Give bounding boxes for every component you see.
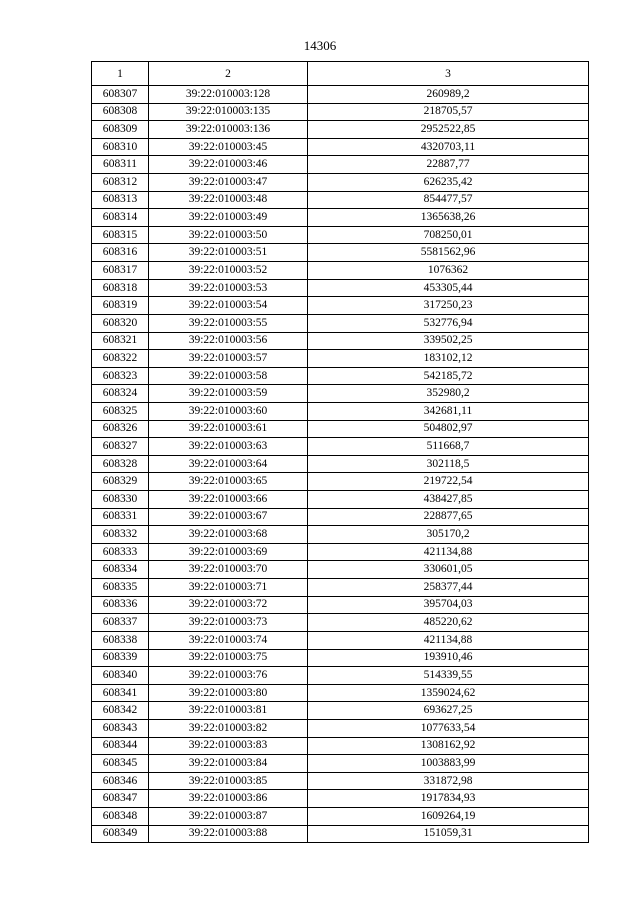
- table-row: [92, 667, 589, 685]
- cadastral-number-cell: 39:22:010003:70: [149, 561, 308, 579]
- value-cell: 183102,12: [308, 350, 589, 368]
- record-number-cell: 608347: [92, 790, 149, 808]
- record-number-cell: 608335: [92, 579, 149, 597]
- cadastral-number-cell: 39:22:010003:57: [149, 350, 308, 368]
- cadastral-number-cell: 39:22:010003:60: [149, 402, 308, 420]
- table-row: [92, 103, 589, 121]
- value-cell: 1609264,19: [308, 807, 589, 825]
- record-number-cell: 608348: [92, 807, 149, 825]
- record-number-cell: 608337: [92, 614, 149, 632]
- record-number-cell: 608313: [92, 191, 149, 209]
- value-cell: 317250,23: [308, 297, 589, 315]
- table-row: [92, 279, 589, 297]
- value-cell: 438427,85: [308, 491, 589, 509]
- record-number-cell: 608318: [92, 279, 149, 297]
- cadastral-number-cell: 39:22:010003:50: [149, 226, 308, 244]
- record-number-cell: 608332: [92, 526, 149, 544]
- cadastral-number-cell: 39:22:010003:84: [149, 755, 308, 773]
- table-row: [92, 402, 589, 420]
- table-row: [92, 614, 589, 632]
- value-cell: 1076362: [308, 262, 589, 280]
- value-cell: 421134,88: [308, 543, 589, 561]
- cadastral-number-cell: 39:22:010003:86: [149, 790, 308, 808]
- table-row: [92, 649, 589, 667]
- table-row: [92, 684, 589, 702]
- record-number-cell: 608314: [92, 209, 149, 227]
- record-number-cell: 608336: [92, 596, 149, 614]
- cadastral-number-cell: 39:22:010003:48: [149, 191, 308, 209]
- table-row: [92, 772, 589, 790]
- value-cell: 258377,44: [308, 579, 589, 597]
- table-row: [92, 737, 589, 755]
- value-cell: 331872,98: [308, 772, 589, 790]
- value-cell: 218705,57: [308, 103, 589, 121]
- record-number-cell: 608307: [92, 86, 149, 104]
- record-number-cell: 608311: [92, 156, 149, 174]
- header-row: [92, 62, 589, 86]
- cadastral-number-cell: 39:22:010003:61: [149, 420, 308, 438]
- record-number-cell: 608329: [92, 473, 149, 491]
- value-cell: 542185,72: [308, 367, 589, 385]
- cadastral-number-cell: 39:22:010003:67: [149, 508, 308, 526]
- table-row: [92, 350, 589, 368]
- cadastral-number-cell: 39:22:010003:80: [149, 684, 308, 702]
- cadastral-number-cell: 39:22:010003:47: [149, 174, 308, 192]
- record-number-cell: 608326: [92, 420, 149, 438]
- table-row: [92, 491, 589, 509]
- table-header: [92, 62, 589, 86]
- table-row: [92, 631, 589, 649]
- cadastral-number-cell: 39:22:010003:58: [149, 367, 308, 385]
- value-cell: 421134,88: [308, 631, 589, 649]
- table-row: [92, 719, 589, 737]
- table-row: [92, 262, 589, 280]
- record-number-cell: 608333: [92, 543, 149, 561]
- value-cell: 1308162,92: [308, 737, 589, 755]
- record-number-cell: 608327: [92, 438, 149, 456]
- cadastral-number-cell: 39:22:010003:59: [149, 385, 308, 403]
- record-number-cell: 608325: [92, 402, 149, 420]
- cadastral-number-cell: 39:22:010003:88: [149, 825, 308, 843]
- value-cell: 708250,01: [308, 226, 589, 244]
- value-cell: 260989,2: [308, 86, 589, 104]
- cadastral-number-cell: 39:22:010003:52: [149, 262, 308, 280]
- cadastral-number-cell: 39:22:010003:55: [149, 314, 308, 332]
- value-cell: 342681,11: [308, 402, 589, 420]
- cadastral-number-cell: 39:22:010003:72: [149, 596, 308, 614]
- value-cell: 4320703,11: [308, 138, 589, 156]
- table-row: [92, 367, 589, 385]
- table-row: [92, 825, 589, 843]
- value-cell: 193910,46: [308, 649, 589, 667]
- value-cell: 305170,2: [308, 526, 589, 544]
- cadastral-number-cell: 39:22:010003:68: [149, 526, 308, 544]
- record-number-cell: 608349: [92, 825, 149, 843]
- table-row: [92, 807, 589, 825]
- value-cell: 395704,03: [308, 596, 589, 614]
- cadastral-number-cell: 39:22:010003:135: [149, 103, 308, 121]
- table-row: [92, 332, 589, 350]
- cadastral-number-cell: 39:22:010003:128: [149, 86, 308, 104]
- record-number-cell: 608330: [92, 491, 149, 509]
- record-number-cell: 608323: [92, 367, 149, 385]
- value-cell: 151059,31: [308, 825, 589, 843]
- cadastral-number-cell: 39:22:010003:53: [149, 279, 308, 297]
- value-cell: 453305,44: [308, 279, 589, 297]
- table-row: [92, 473, 589, 491]
- cadastral-number-cell: 39:22:010003:51: [149, 244, 308, 262]
- table-row: [92, 191, 589, 209]
- value-cell: 485220,62: [308, 614, 589, 632]
- cadastral-number-cell: 39:22:010003:76: [149, 667, 308, 685]
- record-number-cell: 608322: [92, 350, 149, 368]
- table-row: [92, 526, 589, 544]
- table-row: [92, 790, 589, 808]
- value-cell: 339502,25: [308, 332, 589, 350]
- table-row: [92, 86, 589, 104]
- record-number-cell: 608342: [92, 702, 149, 720]
- record-number-cell: 608316: [92, 244, 149, 262]
- value-cell: 1077633,54: [308, 719, 589, 737]
- table-row: [92, 438, 589, 456]
- registry-table: [91, 61, 589, 843]
- cadastral-number-cell: 39:22:010003:136: [149, 121, 308, 139]
- cadastral-number-cell: 39:22:010003:46: [149, 156, 308, 174]
- record-number-cell: 608345: [92, 755, 149, 773]
- record-number-cell: 608341: [92, 684, 149, 702]
- value-cell: 228877,65: [308, 508, 589, 526]
- record-number-cell: 608320: [92, 314, 149, 332]
- cadastral-number-cell: 39:22:010003:71: [149, 579, 308, 597]
- value-cell: 5581562,96: [308, 244, 589, 262]
- value-cell: 219722,54: [308, 473, 589, 491]
- value-cell: 302118,5: [308, 455, 589, 473]
- record-number-cell: 608338: [92, 631, 149, 649]
- table-row: [92, 579, 589, 597]
- cadastral-number-cell: 39:22:010003:82: [149, 719, 308, 737]
- table-row: [92, 314, 589, 332]
- cadastral-number-cell: 39:22:010003:83: [149, 737, 308, 755]
- record-number-cell: 608321: [92, 332, 149, 350]
- table-body: [92, 86, 589, 843]
- value-cell: 693627,25: [308, 702, 589, 720]
- value-cell: 511668,7: [308, 438, 589, 456]
- record-number-cell: 608317: [92, 262, 149, 280]
- record-number-cell: 608339: [92, 649, 149, 667]
- table-row: [92, 455, 589, 473]
- cadastral-number-cell: 39:22:010003:65: [149, 473, 308, 491]
- value-cell: 2952522,85: [308, 121, 589, 139]
- cadastral-number-cell: 39:22:010003:56: [149, 332, 308, 350]
- record-number-cell: 608344: [92, 737, 149, 755]
- table-row: [92, 156, 589, 174]
- value-cell: 504802,97: [308, 420, 589, 438]
- value-cell: 22887,77: [308, 156, 589, 174]
- record-number-cell: 608343: [92, 719, 149, 737]
- value-cell: 1365638,26: [308, 209, 589, 227]
- cadastral-number-cell: 39:22:010003:66: [149, 491, 308, 509]
- table-row: [92, 420, 589, 438]
- table-row: [92, 226, 589, 244]
- record-number-cell: 608319: [92, 297, 149, 315]
- value-cell: 1003883,99: [308, 755, 589, 773]
- record-number-cell: 608309: [92, 121, 149, 139]
- table-row: [92, 385, 589, 403]
- record-number-cell: 608310: [92, 138, 149, 156]
- record-number-cell: 608315: [92, 226, 149, 244]
- record-number-cell: 608340: [92, 667, 149, 685]
- table-row: [92, 209, 589, 227]
- record-number-cell: 608312: [92, 174, 149, 192]
- record-number-cell: 608331: [92, 508, 149, 526]
- record-number-cell: 608334: [92, 561, 149, 579]
- cadastral-number-cell: 39:22:010003:49: [149, 209, 308, 227]
- value-cell: 854477,57: [308, 191, 589, 209]
- cadastral-number-cell: 39:22:010003:63: [149, 438, 308, 456]
- table-row: [92, 543, 589, 561]
- cadastral-number-cell: 39:22:010003:85: [149, 772, 308, 790]
- value-cell: 532776,94: [308, 314, 589, 332]
- value-cell: 352980,2: [308, 385, 589, 403]
- value-cell: 330601,05: [308, 561, 589, 579]
- table-row: [92, 121, 589, 139]
- table-row: [92, 138, 589, 156]
- cadastral-number-cell: 39:22:010003:87: [149, 807, 308, 825]
- table-row: [92, 755, 589, 773]
- value-cell: 1917834,93: [308, 790, 589, 808]
- cadastral-number-cell: 39:22:010003:81: [149, 702, 308, 720]
- table-row: [92, 244, 589, 262]
- column-header-3: 3: [308, 62, 589, 86]
- page-number: 14306: [303, 38, 337, 53]
- column-header-2: 2: [149, 62, 308, 86]
- table-row: [92, 297, 589, 315]
- cadastral-number-cell: 39:22:010003:45: [149, 138, 308, 156]
- value-cell: 514339,55: [308, 667, 589, 685]
- table-row: [92, 702, 589, 720]
- table-row: [92, 596, 589, 614]
- value-cell: 626235,42: [308, 174, 589, 192]
- table-row: [92, 508, 589, 526]
- cadastral-number-cell: 39:22:010003:73: [149, 614, 308, 632]
- record-number-cell: 608324: [92, 385, 149, 403]
- cadastral-number-cell: 39:22:010003:54: [149, 297, 308, 315]
- table-row: [92, 561, 589, 579]
- cadastral-number-cell: 39:22:010003:74: [149, 631, 308, 649]
- value-cell: 1359024,62: [308, 684, 589, 702]
- table-row: [92, 174, 589, 192]
- cadastral-number-cell: 39:22:010003:64: [149, 455, 308, 473]
- cadastral-number-cell: 39:22:010003:75: [149, 649, 308, 667]
- record-number-cell: 608346: [92, 772, 149, 790]
- cadastral-number-cell: 39:22:010003:69: [149, 543, 308, 561]
- record-number-cell: 608308: [92, 103, 149, 121]
- column-header-1: 1: [92, 62, 149, 86]
- record-number-cell: 608328: [92, 455, 149, 473]
